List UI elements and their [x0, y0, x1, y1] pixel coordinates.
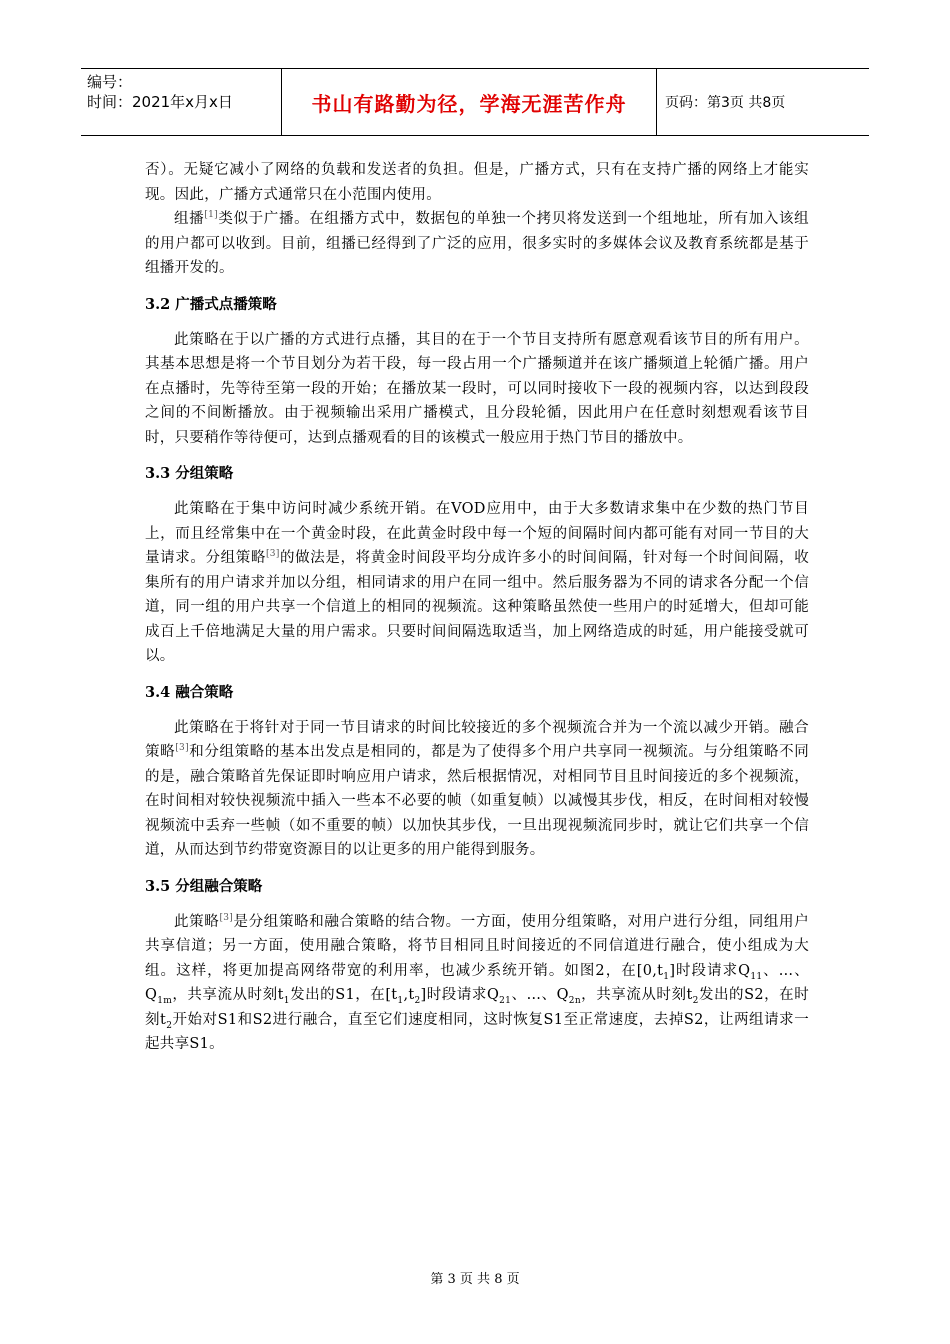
section-heading-3-5: 3.5 分组融合策略 [145, 877, 263, 895]
citation-ref: [1] [204, 210, 218, 221]
section-heading-3-3: 3.3 分组策略 [145, 465, 234, 482]
header-motto: 书山有路勤为径，学海无涯苦作舟 [311, 91, 627, 116]
paragraph-continuation: 否）。无疑它减小了网络的负载和发送者的负担。但是，广播方式，只有在支持广播的网络上才能实现。因此，广播方式通常只在小范围内使用。 [145, 162, 809, 203]
paragraph-multicast: 组播[1]类似于广播。在组播方式中，数据包的单独一个拷贝将发送到一个组地址，所有加入该组的用户都可以收到。目前，组播已经得到了广泛的应用，很多实时的多媒体会议及教育系统都是基于组播开发的。 [145, 210, 809, 276]
page-header [81, 68, 869, 136]
citation-ref: [3] [266, 549, 280, 560]
page-footer: 第 3 页 共 8 页 [430, 1272, 520, 1287]
document-number-label: 编号： [87, 73, 133, 91]
document-date-label: 时间：2021年x月x日 [87, 93, 233, 111]
paragraph-merging: 此策略在于将针对于同一节目请求的时间比较接近的多个视频流合并为一个流以减少开销。融合策略[3]和分组策略的基本出发点是相同的，都是为了使得多个用户共享同一视频流。与分组策略不同的是，融合策略首先保证即时响应用户请求，然后根据情况，对相同节目且时间接近的多个视频流，在时间相对较快视频流中插入一些本不必要的帧（如重复帧）以减慢其步伐，相反，在时间相对较慢视频流中丢弃一些帧（如不重要的帧）以加快其步伐，一旦出现视频流同步时，就让它们共享一个信道，从而达到节约带宽资源目的以让更多的用户能得到服务。 [145, 719, 809, 858]
section-heading-3-2: 3.2 广播式点播策略 [145, 295, 277, 313]
paragraph-broadcast-vod: 此策略在于以广播的方式进行点播，其目的在于一个节目支持所有愿意观看该节目的所有用户。其基本思想是将一个节目划分为若干段，每一段占用一个广播频道并在该广播频道上轮循广播。用户在点播时，先等待至第一段的开始；在播放某一段时，可以同时接收下一段的视频内容，以达到段段之间的不间断播放。由于视频输出采用广播模式，且分段轮循，因此用户在任意时刻想观看该节目时，只要稍作等待便可，达到点播观看的目的该模式一般应用于热门节目的播放中。 [145, 331, 809, 446]
paragraph-grouping: 此策略在于集中访问时减少系统开销。在VOD应用中，由于大多数请求集中在少数的热门节目上，而且经常集中在一个黄金时段，在此黄金时段中每一个短的间隔时间内都可能有对同一节目的大量请求。分组策略[3]的做法是，将黄金时间段平均分成许多小的时间间隔，针对每一个时间间隔，收集所有的用户请求并加以分组，相同请求的用户在同一组中。然后服务器为不同的请求各分配一个信道，同一组的用户共享一个信道上的相同的视频流。这种策略虽然使一些用户的时延增大，但却可能成百上千倍地满足大量的用户需求。只要时间间隔选取适当，加上网络造成的时延，用户能接受就可以。 [145, 501, 809, 664]
header-motto-cell [281, 69, 657, 135]
citation-ref: [3] [219, 912, 234, 923]
citation-ref: [3] [175, 743, 189, 754]
paragraph-group-merge: 此策略[3]是分组策略和融合策略的结合物。一方面，使用分组策略，对用户进行分组，同组用户共享信道；另一方面，使用融合策略，将节目相同且时间接近的不同信道进行融合，使小组成为大组。这样，将更加提高网络带宽的利用率，也减少系统开销。如图2，在$[0,t_1]$时段请求$Q_{11}$、…、$Q_{1m}$，共享流从时刻$t_1$发出的S1，在$[t_1,t_2]$时段请求$Q_{21}$、…、$Q_{2n}$，共享流从时刻$t_2$发出的S2，在时刻$t_2$开始对S1和S2进行融合，直至它们速度相同，这时恢复S1至正常速度，去掉S2，让两组请求一起共享S1。 [145, 912, 809, 1052]
header-left-cell [81, 69, 281, 135]
header-page-cell [657, 69, 869, 135]
section-heading-3-4: 3.4 融合策略 [145, 683, 234, 701]
document-body [145, 158, 809, 1057]
header-page-label: 页码：第3页 共8页 [665, 95, 786, 111]
